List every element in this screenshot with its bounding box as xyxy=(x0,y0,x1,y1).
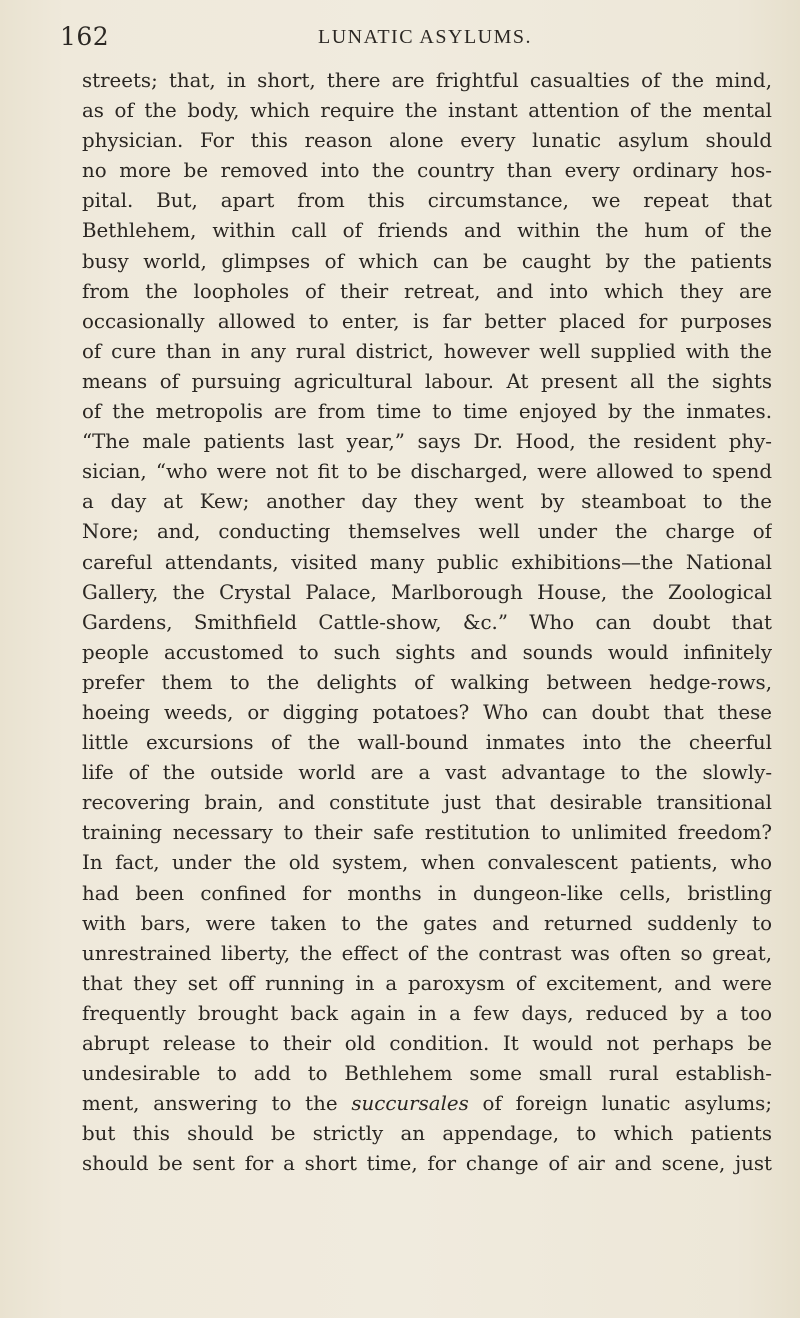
text-line: should be sent for a short time, for change of air and scene, just xyxy=(82,1152,772,1176)
text-line: of cure than in any rural district, however well supplied with the xyxy=(82,339,772,363)
running-head xyxy=(60,22,750,58)
text-line: life of the outside world are a vast advantage to the slowly- xyxy=(82,761,772,785)
text-line: from the loopholes of their retreat, and into which they are xyxy=(82,279,772,303)
text-line: careful attendants, visited many public exhibitions—the National xyxy=(82,550,772,574)
text-line: as of the body, which require the instant attention of the mental xyxy=(82,99,772,123)
text-line: recovering brain, and constitute just that desirable transitional xyxy=(82,791,772,815)
text-line: sician, “who were not fit to be discharged, were allowed to spend xyxy=(82,460,772,484)
text-line: but this should be strictly an appendage, to which patients xyxy=(82,1122,772,1146)
text-line: frequently brought back again in a few days, reduced by a too xyxy=(82,1001,772,1025)
text-line: physician. For this reason alone every lunatic asylum should xyxy=(82,129,772,153)
text-line: that they set off running in a paroxysm of excitement, and were xyxy=(82,971,772,995)
text-line: Bethlehem, within call of friends and within the hum of the xyxy=(82,219,772,243)
text-line: occasionally allowed to enter, is far better placed for purposes xyxy=(82,309,772,333)
text-line: In fact, under the old system, when convalescent patients, who xyxy=(82,851,772,875)
text-line: little excursions of the wall-bound inmates into the cheerful xyxy=(82,731,772,755)
text-line: training necessary to their safe restitution to unlimited freedom? xyxy=(82,821,772,845)
text-line: undesirable to add to Bethlehem some small rural establish- xyxy=(82,1062,772,1086)
text-line: no more be removed into the country than every ordinary hos- xyxy=(82,159,772,183)
page-number: 162 xyxy=(60,22,110,51)
text-line: with bars, were taken to the gates and returned suddenly to xyxy=(82,911,772,935)
text-line: hoeing weeds, or digging potatoes? Who can doubt that these xyxy=(82,700,772,724)
text-line: Gallery, the Crystal Palace, Marlborough House, the Zoological xyxy=(82,580,772,604)
text-line: pital. But, apart from this circumstance, we repeat that xyxy=(82,189,772,213)
text-line: abrupt release to their old condition. It would not perhaps be xyxy=(82,1032,772,1055)
text-line: ment, answering to the succursales of foreign lunatic asylums; xyxy=(82,1092,772,1116)
text-line: Gardens, Smithfield Cattle-show, &c.” Who can doubt that xyxy=(82,610,772,634)
text-line: had been confined for months in dungeon-like cells, bristling xyxy=(82,881,772,905)
body-text xyxy=(82,66,772,1179)
running-title: LUNATIC ASYLUMS. xyxy=(317,26,533,48)
text-line: Nore; and, conducting themselves well under the charge of xyxy=(82,520,772,544)
text-line: prefer them to the delights of walking between hedge-rows, xyxy=(82,670,772,694)
text-line: unrestrained liberty, the effect of the contrast was often so great, xyxy=(82,941,772,965)
text-line: busy world, glimpses of which can be caught by the patients xyxy=(82,249,772,273)
text-line: people accustomed to such sights and sounds would infinitely xyxy=(82,640,772,664)
text-line: streets; that, in short, there are frightful casualties of the mind, xyxy=(82,69,772,92)
text-line: “The male patients last year,” says Dr. Hood, the resident phy- xyxy=(82,430,772,454)
text-line: a day at Kew; another day they went by steamboat to the xyxy=(82,490,772,514)
text-line: means of pursuing agricultural labour. At present all the sights xyxy=(82,369,772,393)
text-line: of the metropolis are from time to time enjoyed by the inmates. xyxy=(82,400,772,424)
